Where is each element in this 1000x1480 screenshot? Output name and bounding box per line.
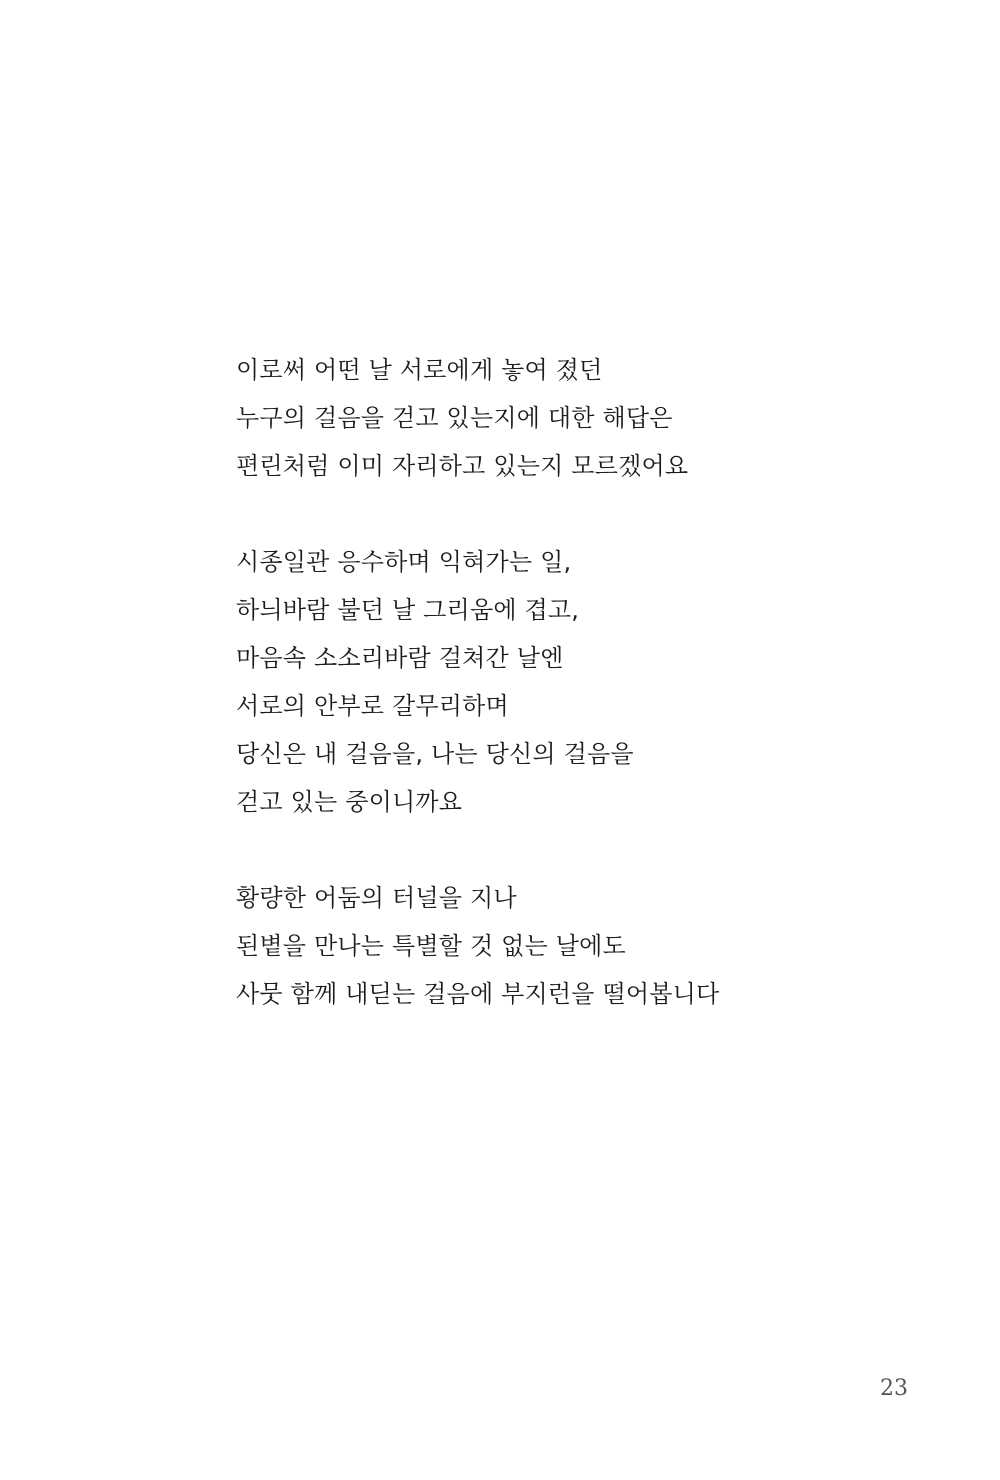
poem-line: 이로써 어떤 날 서로에게 놓여 졌던 <box>236 356 603 384</box>
poem-line: 서로의 안부로 갈무리하며 <box>236 692 509 720</box>
poem-line: 사뭇 함께 내딛는 걸음에 부지런을 떨어봅니다 <box>236 980 720 1008</box>
stanza-1 <box>236 346 936 490</box>
poem-line: 걷고 있는 중이니까요 <box>236 788 463 816</box>
stanza-3 <box>236 874 936 1018</box>
poem-line: 황량한 어둠의 터널을 지나 <box>236 884 517 912</box>
poem-line: 편린처럼 이미 자리하고 있는지 모르겠어요 <box>236 452 689 480</box>
poem-line: 마음속 소소리바람 걸쳐간 날엔 <box>236 644 564 672</box>
poem-line: 된볕을 만나는 특별할 것 없는 날에도 <box>236 932 626 960</box>
poem-line: 당신은 내 걸음을, 나는 당신의 걸음을 <box>236 740 634 768</box>
poem-line: 누구의 걸음을 걷고 있는지에 대한 해답은 <box>236 404 673 432</box>
poem-line: 시종일관 응수하며 익혀가는 일, <box>236 548 572 576</box>
poem-line: 하늬바람 불던 날 그리움에 겹고, <box>236 596 580 624</box>
stanza-2 <box>236 538 936 826</box>
page-number: 23 <box>880 1376 908 1401</box>
poem-body <box>236 346 936 1018</box>
